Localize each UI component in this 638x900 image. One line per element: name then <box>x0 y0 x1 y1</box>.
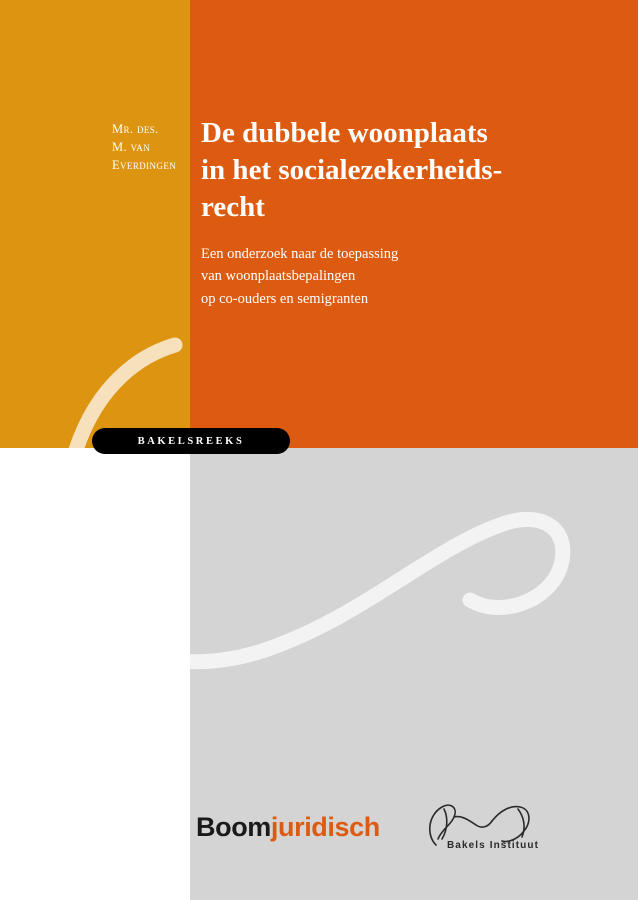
subtitle-line-1: Een onderzoek naar de toepassing <box>201 246 399 262</box>
author-title: Mr. des. <box>112 122 159 136</box>
publisher-name-primary: Boom <box>196 812 271 842</box>
book-subtitle <box>201 243 601 310</box>
title-line-1: De dubbele woonplaats <box>201 117 488 149</box>
series-badge-label: BAKELSREEKS <box>137 435 245 447</box>
bottom-left-white-band <box>0 448 190 900</box>
publisher-name-accent: juridisch <box>270 812 380 842</box>
subtitle-line-3: op co-ouders en semigranten <box>201 290 369 307</box>
author-block <box>112 120 190 174</box>
left-color-band <box>0 0 190 448</box>
title-line-2: in het socialezekerheids- <box>201 153 503 186</box>
series-badge <box>92 428 290 454</box>
author-name: M. van Everdingen <box>112 140 177 173</box>
publisher-logo <box>196 812 380 843</box>
subtitle-line-2: van woonplaatsbepalingen <box>201 268 356 285</box>
institute-name: Bakels Instituut <box>446 840 540 851</box>
book-title <box>201 115 621 225</box>
title-line-3: recht <box>201 190 265 223</box>
